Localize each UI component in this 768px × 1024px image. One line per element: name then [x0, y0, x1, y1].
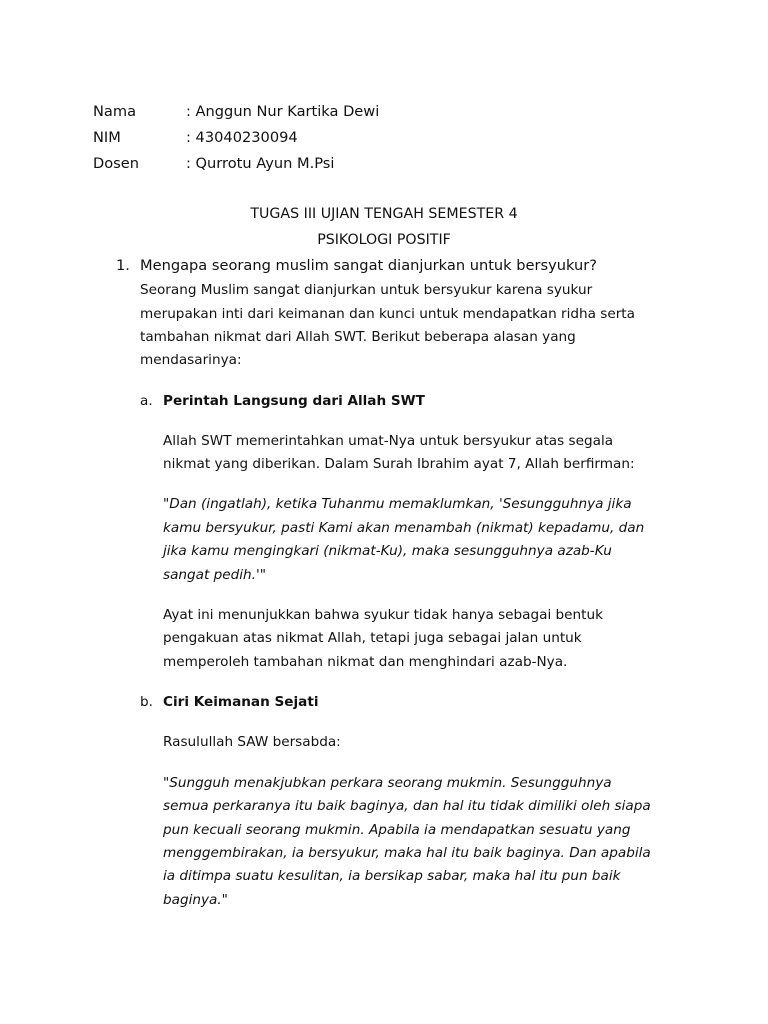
paragraph-line: Allah SWT memerintahkan umat-Nya untuk bersyukur atas segala — [163, 433, 614, 449]
dosen-value: : Qurrotu Ayun M.Psi — [186, 155, 335, 172]
quote-line: semua perkaranya itu baik baginya, dan hal itu tidak dimiliki oleh siapa — [163, 798, 651, 814]
paragraph-line: nikmat yang diberikan. Dalam Surah Ibrahim ayat 7, Allah berfirman: — [163, 456, 635, 472]
quote-line: kamu bersyukur, pasti Kami akan menambah (nikmat) kepadamu, dan — [163, 520, 645, 536]
quote-line: pun kecuali seorang mukmin. Apabila ia mendapatkan sesuatu yang — [163, 822, 631, 838]
nim-label: NIM — [93, 129, 121, 146]
nim-value: : 43040230094 — [186, 129, 298, 146]
quote-line: jika kamu mengingkari (nikmat-Ku), maka sesungguhnya azab-Ku — [163, 543, 612, 559]
answer-line: mendasarinya: — [140, 352, 242, 368]
answer-line: merupakan inti dari keimanan dan kunci untuk mendapatkan ridha serta — [140, 306, 635, 322]
quote-line: sangat pedih.'" — [163, 567, 266, 583]
quote-line: ia ditimpa suatu kesulitan, ia bersikap sabar, maka hal itu pun baik — [163, 868, 621, 884]
document-title: TUGAS III UJIAN TENGAH SEMESTER 4 — [250, 206, 518, 222]
name-value: : Anggun Nur Kartika Dewi — [186, 103, 380, 120]
paragraph-line: Rasulullah SAW bersabda: — [163, 734, 341, 750]
document-subtitle: PSIKOLOGI POSITIF — [317, 232, 451, 248]
question-number: 1. — [116, 257, 130, 274]
paragraph-line: memperoleh tambahan nikmat dan menghindari azab-Nya. — [163, 654, 568, 670]
point-a-letter: a. — [140, 393, 153, 409]
answer-line: tambahan nikmat dari Allah SWT. Berikut beberapa alasan yang — [140, 329, 576, 345]
quote-line: baginya." — [163, 892, 228, 908]
point-b-title: Ciri Keimanan Sejati — [163, 694, 319, 710]
question-text: Mengapa seorang muslim sangat dianjurkan untuk bersyukur? — [140, 257, 598, 274]
quote-line: "Dan (ingatlah), ketika Tuhanmu memaklumkan, 'Sesungguhnya jika — [163, 496, 632, 512]
point-a-title: Perintah Langsung dari Allah SWT — [163, 393, 425, 409]
dosen-label: Dosen — [93, 155, 139, 172]
paragraph-line: Ayat ini menunjukkan bahwa syukur tidak hanya sebagai bentuk — [163, 607, 603, 623]
quote-line: menggembirakan, ia bersyukur, maka hal itu baik baginya. Dan apabila — [163, 845, 651, 861]
quote-line: "Sungguh menakjubkan perkara seorang mukmin. Sesungguhnya — [163, 775, 612, 791]
point-b-letter: b. — [140, 694, 153, 710]
name-label: Nama — [93, 103, 137, 120]
answer-line: Seorang Muslim sangat dianjurkan untuk bersyukur karena syukur — [140, 282, 593, 298]
paragraph-line: pengakuan atas nikmat Allah, tetapi juga sebagai jalan untuk — [163, 630, 582, 646]
